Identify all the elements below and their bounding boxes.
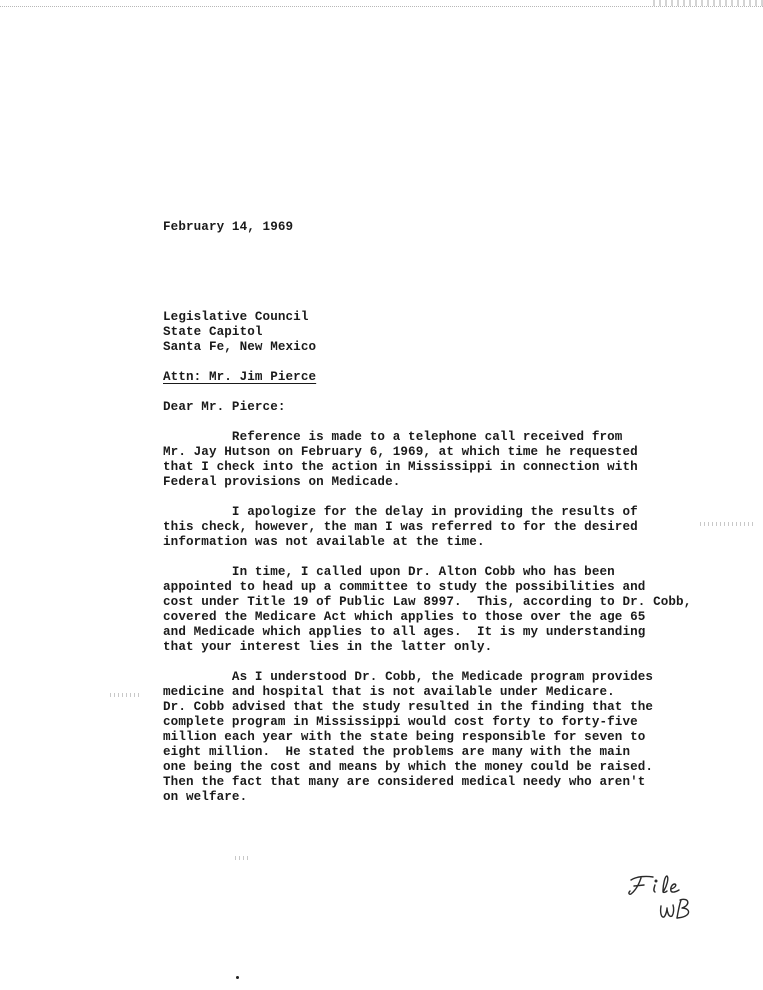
paragraph-1-line-2: Mr. Jay Hutson on February 6, 1969, at which time he requested: [163, 445, 638, 459]
paragraph-4-line-3: Dr. Cobb advised that the study resulted in the finding that the: [163, 700, 654, 714]
paragraph-3-line-2: appointed to head up a committee to study the possibilities and: [163, 580, 646, 594]
recipient-line-1: Legislative Council: [163, 310, 309, 324]
paragraph-4-line-7: one being the cost and means by which the money could be raised.: [163, 760, 654, 774]
paragraph-3-line-5: and Medicade which applies to all ages. It is my understanding: [163, 625, 646, 639]
paragraph-3-line-1: In time, I called upon Dr. Alton Cobb who has been: [163, 565, 615, 579]
paragraph-2-line-1: I apologize for the delay in providing the results of: [163, 505, 638, 519]
paragraph-4-line-5: million each year with the state being responsible for seven to: [163, 730, 646, 744]
scan-speck-bottom: [235, 856, 249, 860]
recipient-line-2: State Capitol: [163, 325, 263, 339]
paragraph-4-line-4: complete program in Mississippi would cost forty to forty-five: [163, 715, 638, 729]
paragraph-3-line-4: covered the Medicare Act which applies to those over the age 65: [163, 610, 646, 624]
attention-line: Attn: Mr. Jim Pierce: [163, 370, 317, 384]
salutation: Dear Mr. Pierce:: [163, 400, 286, 414]
paragraph-4-line-6: eight million. He stated the problems are many with the main: [163, 745, 631, 759]
paragraph-4-line-8: Then the fact that many are considered medical needy who aren't: [163, 775, 646, 789]
recipient-line-3: Santa Fe, New Mexico: [163, 340, 317, 354]
paragraph-4-line-2: medicine and hospital that is not available under Medicare.: [163, 685, 615, 699]
handwritten-file-note-icon: [625, 868, 715, 928]
paragraph-1-line-4: Federal provisions on Medicade.: [163, 475, 401, 489]
paragraph-1-line-1: Reference is made to a telephone call received from: [163, 430, 623, 444]
paragraph-1-line-3: that I check into the action in Mississippi in connection with: [163, 460, 638, 474]
paragraph-4-line-1: As I understood Dr. Cobb, the Medicade program provides: [163, 670, 654, 684]
scan-dot: [236, 976, 239, 979]
paragraph-3-line-3: cost under Title 19 of Public Law 8997. This, according to Dr. Cobb,: [163, 595, 692, 609]
page-top-edge: [0, 0, 763, 7]
paragraph-2-line-3: information was not available at the time.: [163, 535, 485, 549]
paragraph-2-line-2: this check, however, the man I was referred to for the desired: [163, 520, 638, 534]
scan-speck-left: [110, 693, 140, 697]
scan-speck-right: [700, 522, 755, 526]
paragraph-3-line-6: that your interest lies in the latter only.: [163, 640, 493, 654]
letter-date: February 14, 1969: [163, 220, 294, 234]
paragraph-4-line-9: on welfare.: [163, 790, 248, 804]
